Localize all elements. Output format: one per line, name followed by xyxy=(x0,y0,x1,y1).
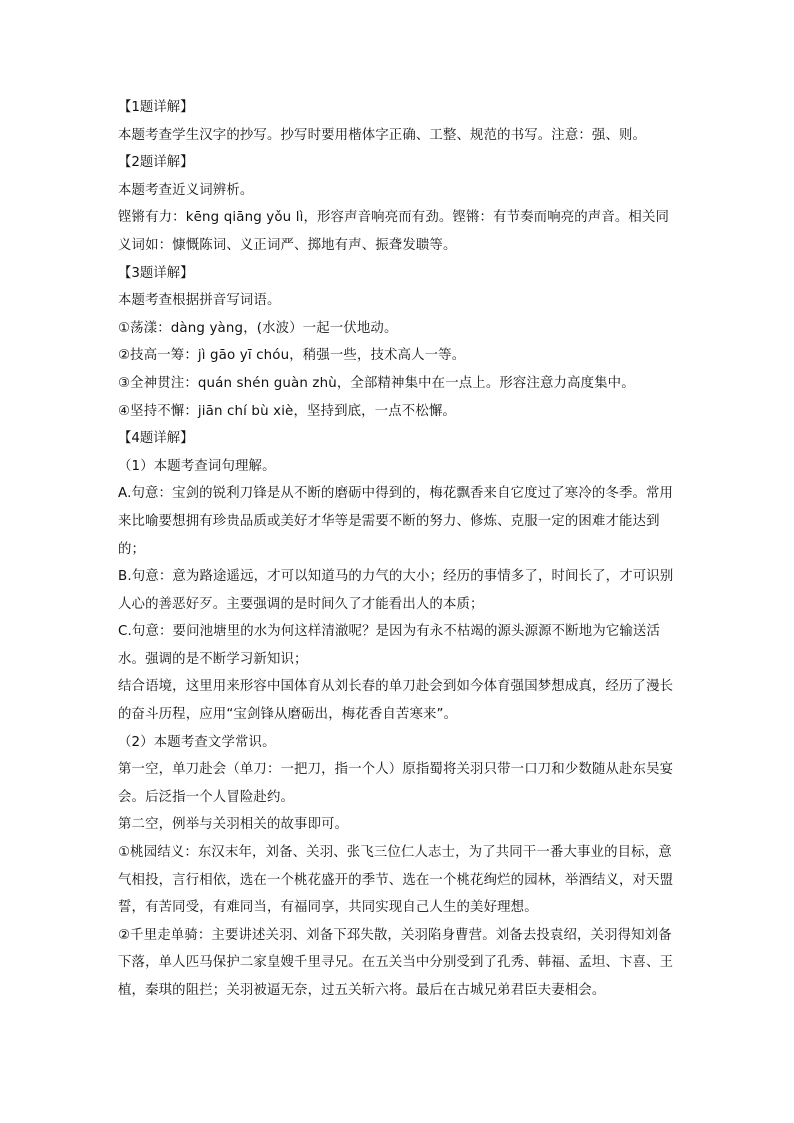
paragraph: ①桃园结义：东汉末年，刘备、关羽、张飞三位仁人志士，为了共同干一番大事业的目标，意气相投，言行相依，选在一个桃花盛开的季节、选在一个桃花绚烂的园林，举酒结义，对天盟誓，有苦同受，有难同当，有福同享，共同实现自己人生的美好理想。 xyxy=(118,845,674,916)
paragraph: ③全神贯注：quán shén guàn zhù，全部精神集中在一点上。形容注意力高度集中。 xyxy=(118,375,635,391)
paragraph: ①荡漾：dàng yàng，(水波）一起一伏地动。 xyxy=(118,320,398,336)
paragraph: ②技高一筹：jì gāo yī chóu，稍强一些，技术高人一等。 xyxy=(118,348,466,364)
paragraph: ④坚持不懈：jiān chí bù xiè，坚持到底，一点不松懈。 xyxy=(118,403,456,419)
paragraph: 第二空，例举与关羽相关的故事即可。 xyxy=(118,817,349,833)
section-2 xyxy=(118,149,678,259)
paragraph: ②千里走单骑：主要讲述关羽、刘备下邳失散，关羽陷身曹营。刘备去投袁绍，关羽得知刘备下落，单人匹马保护二家皇嫂千里寻兄。在五关当中分别受到了孔秀、韩福、孟坦、卞喜、王植，秦琪的阻拦；关羽被逼无奈，过五关斩六将。最后在古城兄弟君臣夫妻相会。 xyxy=(118,927,674,998)
paragraph: B.句意：意为路途遥远，才可以知道马的力气的大小；经历的事情多了，时间长了，才可识别人心的善恶好歹。主要强调的是时间久了才能看出人的本质； xyxy=(118,569,674,612)
paragraph: 本题考查学生汉字的抄写。抄写时要用楷体字正确、工整、规范的书写。注意：强、则。 xyxy=(118,127,647,143)
section-heading: 【4题详解】 xyxy=(118,431,194,447)
section-3 xyxy=(118,260,678,426)
section-heading: 【2题详解】 xyxy=(118,155,194,171)
section-heading: 【1题详解】 xyxy=(118,100,194,115)
paragraph: 本题考查近义词辨析。 xyxy=(118,182,254,198)
paragraph: （2）本题考查文学常识。 xyxy=(118,734,276,750)
section-1 xyxy=(118,94,678,149)
paragraph: 铿锵有力：kēng qiāng yǒu lì，形容声音响亮而有劲。铿锵：有节奏而响亮的声音。相关同义词如：慷慨陈词、义正词严、掷地有声、振聋发聩等。 xyxy=(118,210,670,253)
paragraph: 结合语境，这里用来形容中国体育从刘长春的单刀赴会到如今体育强国梦想成真，经历了漫长的奋斗历程，应用“宝剑锋从磨砺出，梅花香自苦寒来”。 xyxy=(118,679,674,723)
answer-explanations xyxy=(118,94,678,1005)
section-4 xyxy=(118,425,678,1004)
paragraph: 本题考查根据拼音写词语。 xyxy=(118,293,281,309)
paragraph: C.句意：要问池塘里的水为何这样清澈呢？是因为有永不枯竭的源头源源不断地为它输送活水。强调的是不断学习新知识； xyxy=(118,624,660,667)
paragraph: （1）本题考查词句理解。 xyxy=(118,458,276,474)
paragraph: A.句意：宝剑的锐利刀锋是从不断的磨砺中得到的，梅花飘香来自它度过了寒冷的冬季。常用来比喻要想拥有珍贵品质或美好才华等是需要不断的努力、修炼、克服一定的困难才能达到的； xyxy=(118,486,674,557)
section-heading: 【3题详解】 xyxy=(118,265,194,281)
paragraph: 第一空，单刀赴会（单刀：一把刀，指一个人）原指蜀将关羽只带一口刀和少数随从赴东吴宴会。后泛指一个人冒险赴约。 xyxy=(118,762,674,805)
